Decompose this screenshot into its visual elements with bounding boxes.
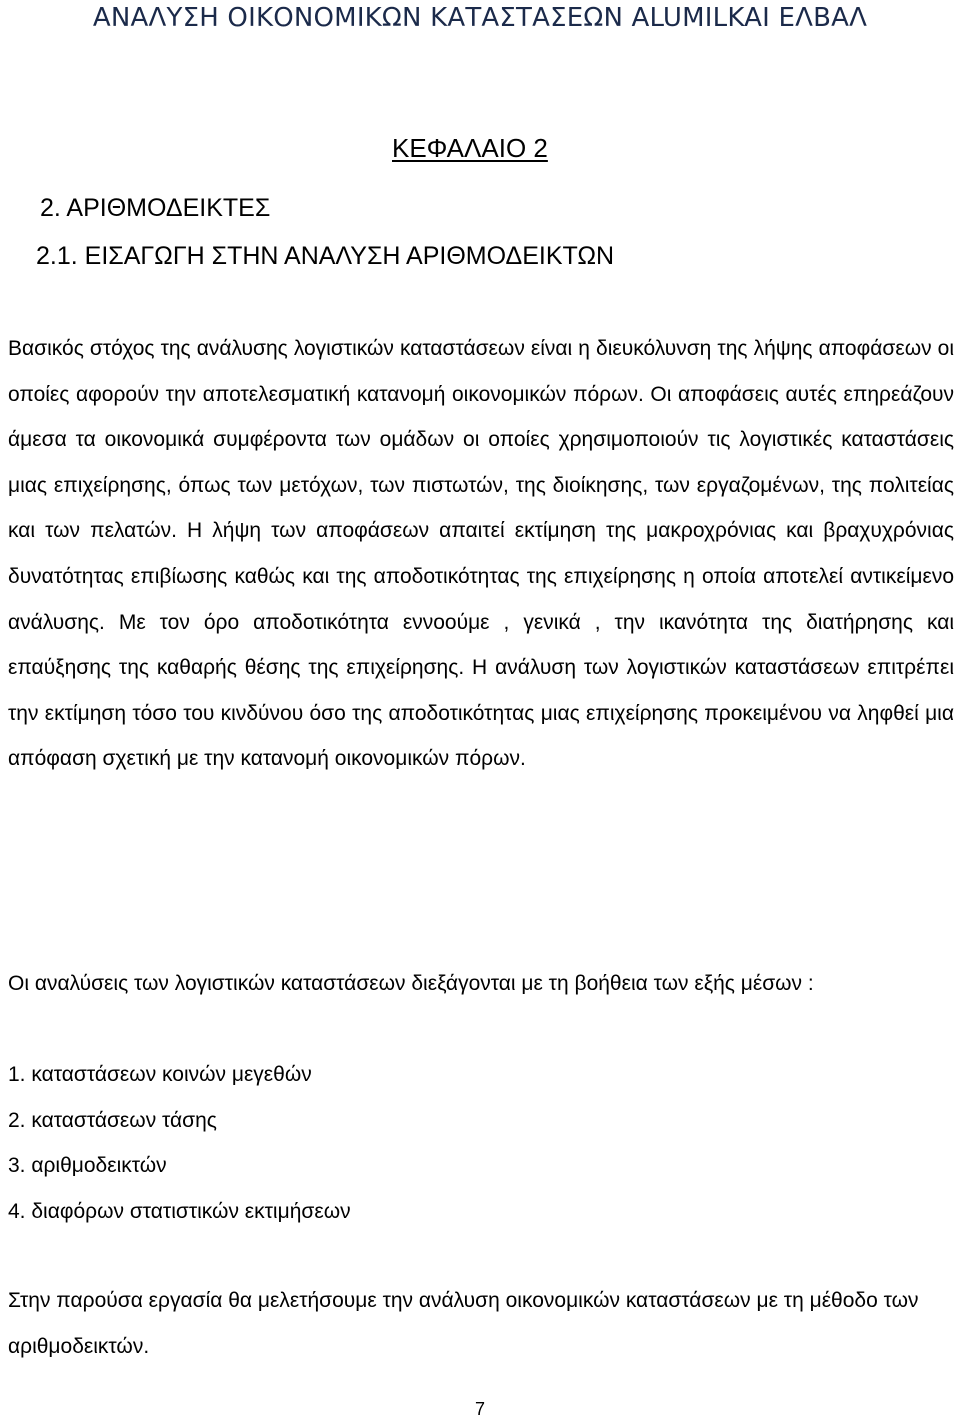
list-item: 1. καταστάσεων κοινών μεγεθών xyxy=(8,1063,312,1086)
page-number: 7 xyxy=(474,1399,485,1419)
body-paragraph-methods-intro: Οι αναλύσεις των λογιστικών καταστάσεων διεξάγονται με τη βοήθεια των εξής μέσων : xyxy=(8,972,814,995)
list-item: 3. αριθμοδεικτών xyxy=(8,1154,167,1178)
methods-list xyxy=(8,1052,351,1234)
running-header: ΑΝΑΛΥΣΗ ΟΙΚΟΝΟΜΙΚΩΝ ΚΑΤΑΣΤΑΣΕΩΝ ALUMILKAI ΕΛΒΑΛ xyxy=(92,3,868,33)
chapter-title: ΚΕΦΑΛΑΙΟ 2 xyxy=(392,133,548,163)
body-paragraph-closing: Στην παρούσα εργασία θα μελετήσουμε την ανάλυση οικονομικών καταστάσεων με τη μέθοδο των αριθμοδεικτών. xyxy=(8,1289,919,1358)
subsection-title: 2.1. ΕΙΣΑΓΩΓΗ ΣΤΗΝ ΑΝΑΛΥΣΗ ΑΡΙΘΜΟΔΕΙΚΤΩΝ xyxy=(36,242,615,270)
list-item: 2. καταστάσεων τάσης xyxy=(8,1108,217,1132)
list-item: 4. διαφόρων στατιστικών εκτιμήσεων xyxy=(8,1199,351,1223)
section-title: 2. ΑΡΙΘΜΟΔΕΙΚΤΕΣ xyxy=(40,194,271,222)
body-paragraph-main: Βασικός στόχος της ανάλυσης λογιστικών καταστάσεων είναι η διευκόλυνση της λήψης αποφάσεων οι οποίες αφορούν την αποτελεσματική κατανομή οικονομικών πόρων. Οι αποφάσεις αυτές επηρεάζουν άμεσα τα οικονομικά συμφέροντα των ομάδων οι οποίες χρησιμοποιούν τις λογιστικές καταστάσεις μιας επιχείρησης, όπως των μετόχων, των πιστωτών, της διοίκησης, των εργαζομένων, της πολιτείας και των πελατών. Η λήψη των αποφάσεων απαιτεί εκτίμηση της μακροχρόνιας και βραχυχρόνιας δυνατότητας επιβίωσης καθώς και της αποδοτικότητας της επιχείρησης η οποία αποτελεί αντικείμενο ανάλυσης. Με τον όρο αποδοτικότητα εννοούμε , γενικά , την ικανότητα της διατήρησης και επαύξησης της καθαρής θέσης της επιχείρησης. Η ανάλυση των λογιστικών καταστάσεων επιτρέπει την εκτίμηση τόσο του κινδύνου όσο της αποδοτικότητας μιας επιχείρησης προκειμένου να ληφθεί μια απόφαση σχετική με την κατανομή οικονομικών πόρων. xyxy=(8,337,954,771)
